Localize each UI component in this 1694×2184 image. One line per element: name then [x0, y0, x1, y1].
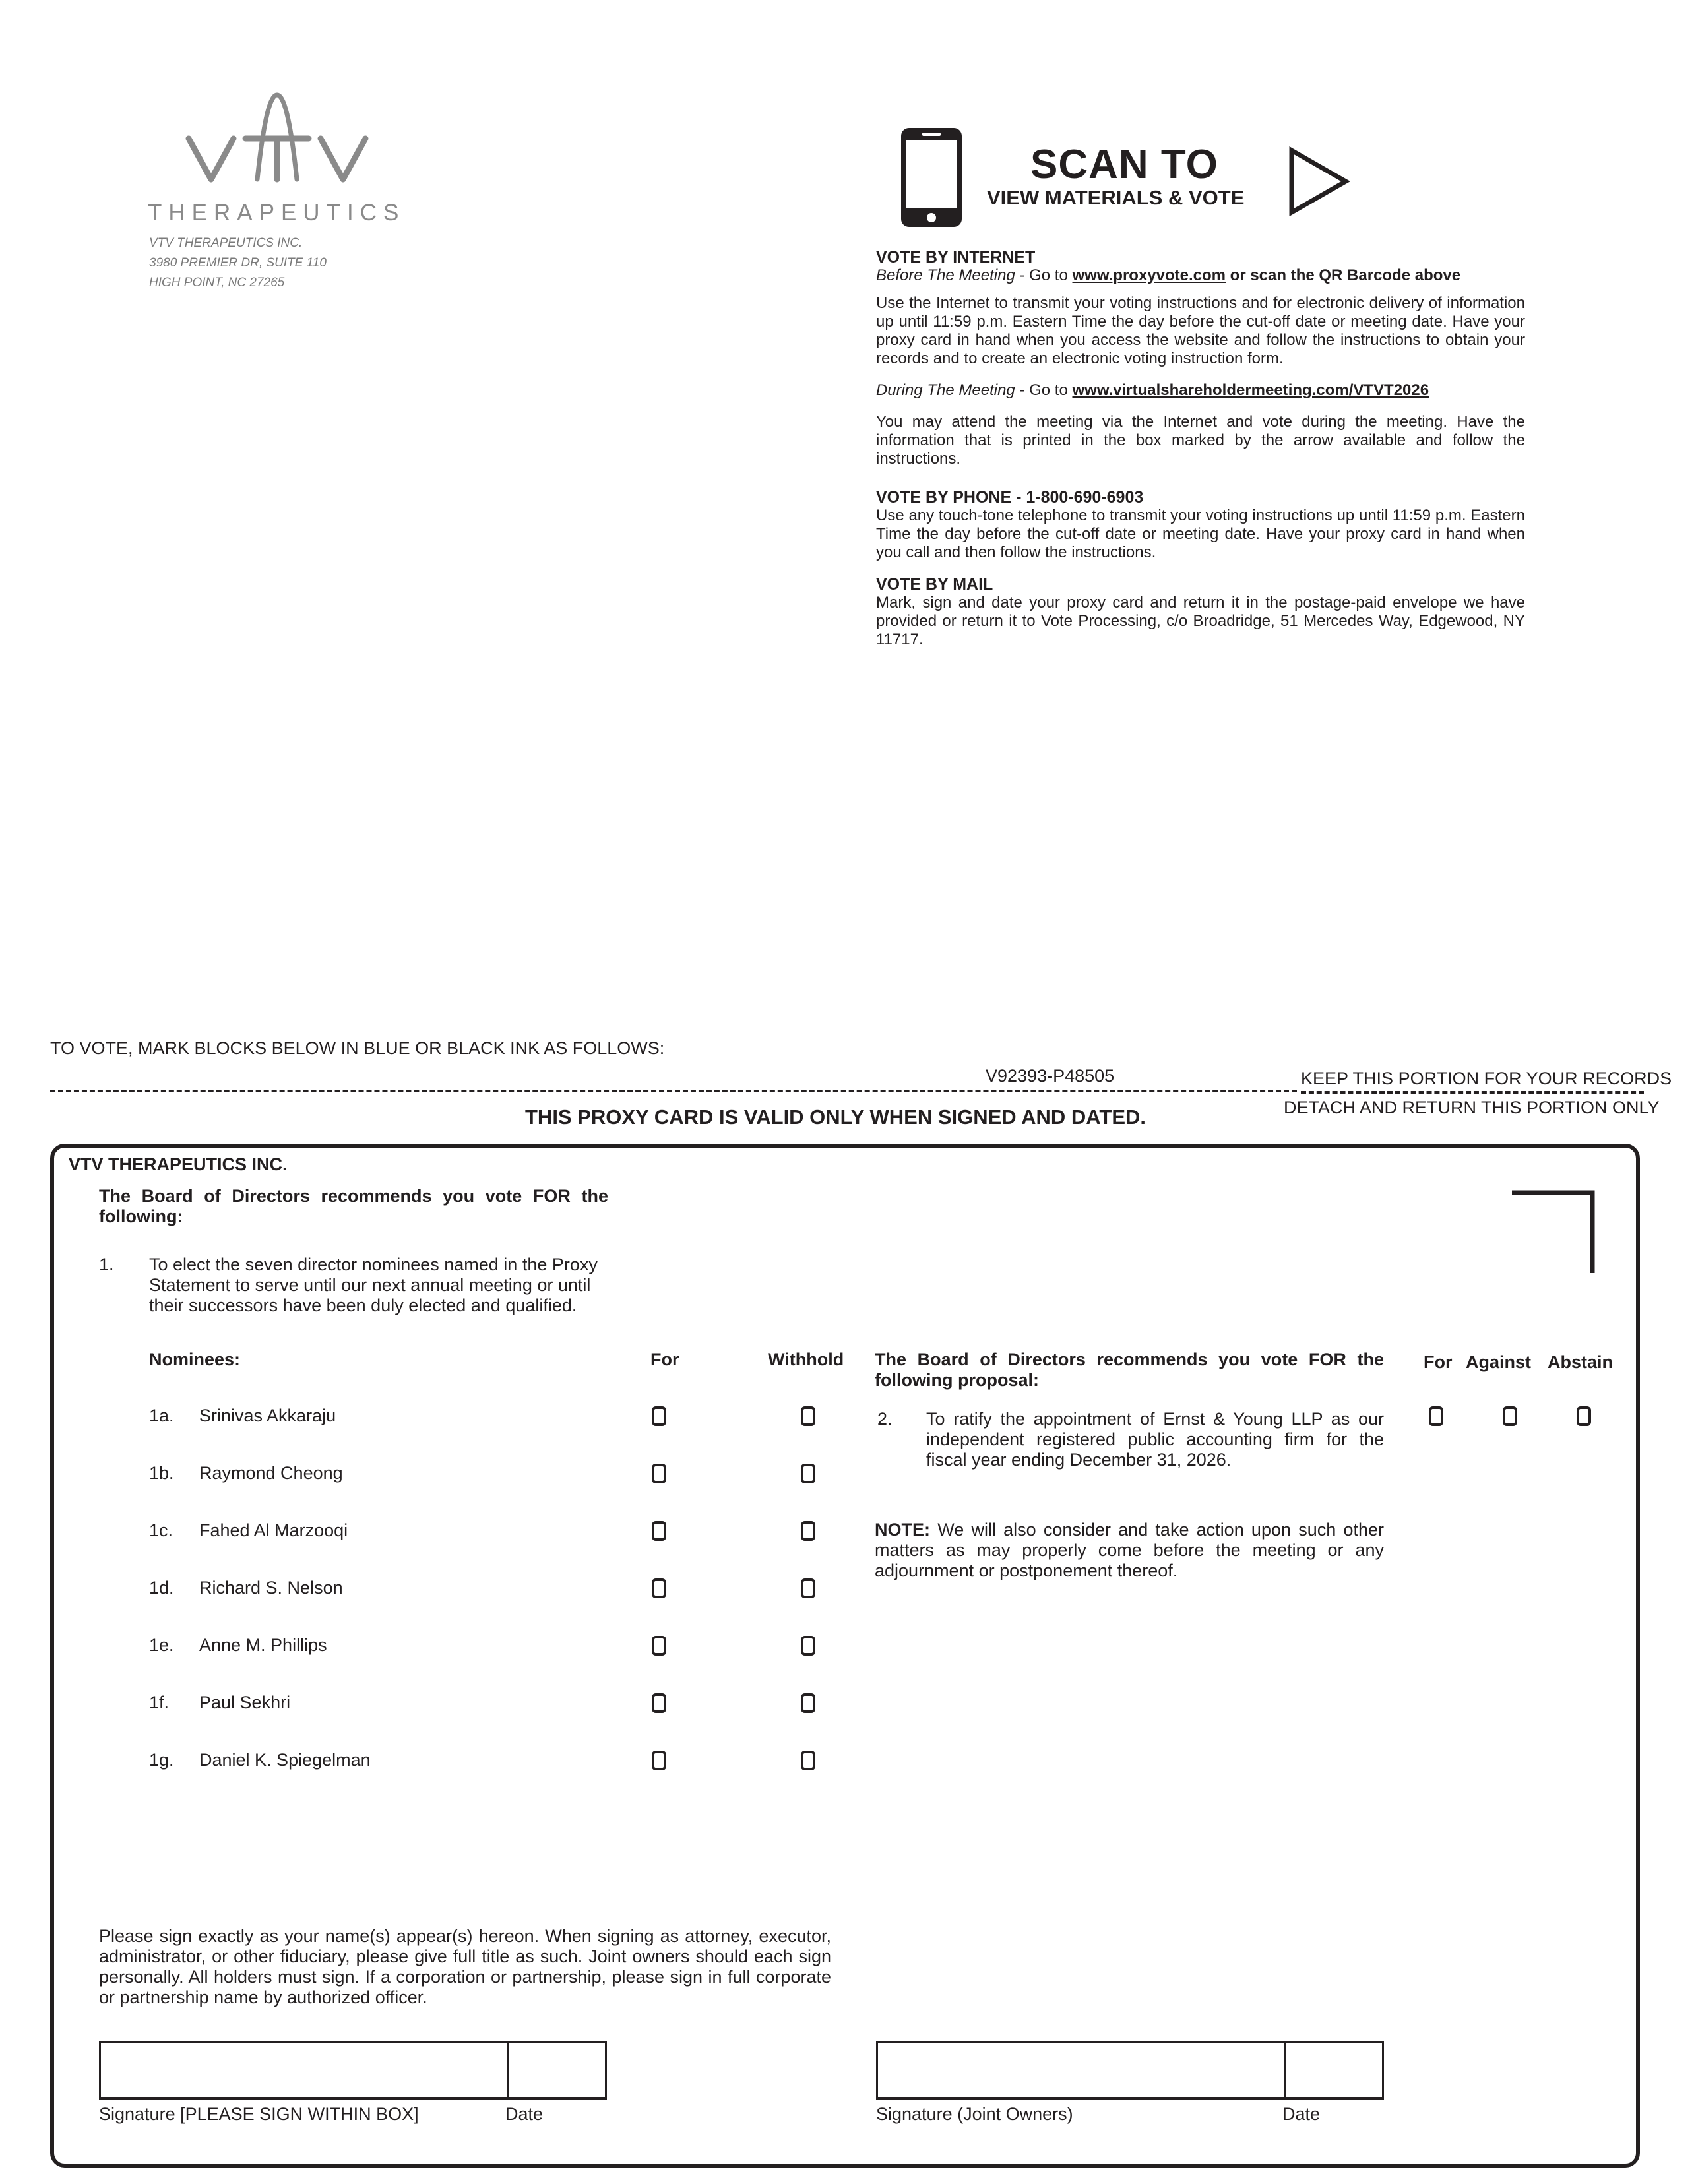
play-arrow-icon — [1288, 146, 1351, 216]
internet-heading: VOTE BY INTERNET — [876, 248, 1036, 266]
nominee-name: Richard S. Nelson — [199, 1578, 343, 1598]
nominee-name: Daniel K. Spiegelman — [199, 1750, 371, 1770]
address-line: 3980 PREMIER DR, SUITE 110 — [149, 256, 327, 270]
nominee-number: 1c. — [149, 1520, 173, 1540]
for-checkbox[interactable] — [652, 1693, 666, 1713]
nominee-name: Fahed Al Marzooqi — [199, 1520, 348, 1540]
company-address — [149, 234, 327, 293]
during-goto: - Go to — [1015, 381, 1073, 399]
nominee-number: 1g. — [149, 1750, 174, 1770]
withhold-checkbox[interactable] — [801, 1636, 815, 1656]
nominee-name: Srinivas Akkaraju — [199, 1406, 336, 1425]
detach-portion-text: DETACH AND RETURN THIS PORTION ONLY — [1284, 1098, 1660, 1117]
joint-signature-box[interactable] — [876, 2041, 1384, 2100]
withhold-checkbox[interactable] — [801, 1693, 815, 1713]
joint-date-label: Date — [1282, 2104, 1321, 2124]
nominee-name: Anne M. Phillips — [199, 1635, 327, 1655]
nominee-number: 1e. — [149, 1635, 174, 1655]
logo-subtitle: THERAPEUTICS — [148, 200, 406, 226]
withhold-checkbox[interactable] — [801, 1521, 815, 1541]
proposal-against-header: Against — [1466, 1352, 1532, 1372]
nominee-number: 1a. — [149, 1406, 174, 1425]
phone-body: Use any touch-tone telephone to transmit your voting instructions up until 11:59 p.m. Eastern Time the day before the cut-off date or meeting date. Have your proxy card in hand when you call and then follow the instructions. — [876, 507, 1525, 561]
nominee-number: 1d. — [149, 1578, 174, 1598]
keep-underline — [1301, 1091, 1644, 1094]
corner-arrow-mark — [1511, 1190, 1596, 1276]
nominees-header: Nominees: — [149, 1350, 241, 1369]
for-checkbox[interactable] — [652, 1406, 666, 1426]
note-body: We will also consider and take action upon such other matters as may properly come before the meeting or any adjournment or postponement thereof. — [875, 1520, 1384, 1580]
vtv-logo — [185, 91, 369, 187]
card-company-name: VTV THERAPEUTICS INC. — [69, 1154, 288, 1174]
smartphone-icon — [898, 125, 964, 230]
phone-heading: VOTE BY PHONE - 1-800-690-6903 — [876, 488, 1144, 507]
for-checkbox[interactable] — [652, 1464, 666, 1483]
during-meeting-body: You may attend the meeting via the Internet and vote during the meeting. Have the information that is printed in the box marked by the arrow available and follow the instructions. — [876, 413, 1525, 468]
detach-line — [50, 1090, 1297, 1092]
proposal-against-checkbox[interactable] — [1503, 1406, 1517, 1426]
date-label: Date — [505, 2104, 544, 2124]
scan-title: SCAN TO — [1030, 142, 1218, 187]
address-line: VTV THERAPEUTICS INC. — [149, 236, 303, 250]
scan-subtitle: VIEW MATERIALS & VOTE — [987, 186, 1245, 209]
signing-instructions: Please sign exactly as your name(s) appear(s) hereon. When signing as attorney, executor, administrator, or other fiduciary, please give full title as such. Joint owners should each sign personally. All holders must sign. If a corporation or partnership, please sign in full corporate or partnership name by authorized officer. — [99, 1926, 831, 2007]
proposal-abstain-checkbox[interactable] — [1577, 1406, 1591, 1426]
before-meeting-line — [876, 266, 1525, 285]
joint-signature-label: Signature (Joint Owners) — [876, 2104, 1073, 2124]
date-divider — [507, 2043, 509, 2097]
address-line: HIGH POINT, NC 27265 — [149, 276, 285, 290]
vote-by-phone — [876, 488, 1525, 562]
nominee-number: 1f. — [149, 1693, 170, 1712]
note-text — [875, 1520, 1384, 1581]
for-checkbox[interactable] — [652, 1636, 666, 1656]
for-checkbox[interactable] — [652, 1751, 666, 1770]
nominee-name: Raymond Cheong — [199, 1463, 343, 1483]
mail-heading: VOTE BY MAIL — [876, 575, 993, 594]
for-checkbox[interactable] — [652, 1521, 666, 1541]
for-column-header: For — [650, 1350, 679, 1369]
before-goto: - Go to — [1015, 266, 1073, 284]
item2-number: 2. — [877, 1409, 893, 1429]
vote-by-mail — [876, 575, 1525, 649]
board-recommendation-1: The Board of Directors recommends you vote FOR the following: — [99, 1186, 608, 1226]
item1-number: 1. — [99, 1255, 114, 1274]
valid-notice: THIS PROXY CARD IS VALID ONLY WHEN SIGNED AND DATED. — [525, 1106, 1146, 1129]
vote-by-internet — [876, 248, 1525, 468]
during-meeting-line — [876, 381, 1525, 400]
control-code: V92393-P48505 — [986, 1066, 1115, 1086]
signature-label: Signature [PLEASE SIGN WITHIN BOX] — [99, 2104, 419, 2124]
proposal-for-checkbox[interactable] — [1429, 1406, 1443, 1426]
nominee-name: Paul Sekhri — [199, 1693, 291, 1712]
internet-body: Use the Internet to transmit your voting instructions and for electronic delivery of information up until 11:59 p.m. Eastern Time the day before the cut-off date or meeting date. Have your proxy card in hand when you access the website and follow the instructions to obtain your records and to create an electronic voting instruction form. — [876, 294, 1525, 367]
board-recommendation-2: The Board of Directors recommends you vote FOR the following proposal: — [875, 1350, 1384, 1390]
signature-box[interactable] — [99, 2041, 607, 2100]
withhold-checkbox[interactable] — [801, 1578, 815, 1598]
proposal-for-header: For — [1424, 1352, 1453, 1372]
proxyvote-link[interactable]: www.proxyvote.com — [1072, 266, 1226, 284]
mark-instructions: TO VOTE, MARK BLOCKS BELOW IN BLUE OR BLACK INK AS FOLLOWS: — [50, 1038, 665, 1058]
joint-date-divider — [1284, 2043, 1286, 2097]
keep-portion-text: KEEP THIS PORTION FOR YOUR RECORDS — [1301, 1069, 1672, 1088]
withhold-checkbox[interactable] — [801, 1406, 815, 1426]
virtual-meeting-link[interactable]: www.virtualshareholdermeeting.com/VTVT2026 — [1072, 381, 1429, 399]
during-meeting-label: During The Meeting — [876, 381, 1015, 399]
withhold-checkbox[interactable] — [801, 1464, 815, 1483]
note-label: NOTE: — [875, 1520, 930, 1540]
item1-text: To elect the seven director nominees named in the Proxy Statement to serve until our next annual meeting or until their successors have been duly elected and qualified. — [149, 1255, 598, 1315]
before-meeting-label: Before The Meeting — [876, 266, 1015, 284]
proposal-abstain-header: Abstain — [1548, 1352, 1614, 1372]
withhold-column-header: Withhold — [768, 1350, 844, 1369]
withhold-checkbox[interactable] — [801, 1751, 815, 1770]
item2-text: To ratify the appointment of Ernst & Young LLP as our independent registered public accounting firm for the fiscal year ending December 31, 2026. — [926, 1409, 1384, 1470]
for-checkbox[interactable] — [652, 1578, 666, 1598]
nominee-number: 1b. — [149, 1463, 174, 1483]
mail-body: Mark, sign and date your proxy card and return it in the postage-paid envelope we have provided or return it to Vote Processing, c/o Broadridge, 51 Mercedes Way, Edgewood, NY 11717. — [876, 594, 1525, 648]
qr-instruction: or scan the QR Barcode above — [1226, 266, 1461, 284]
